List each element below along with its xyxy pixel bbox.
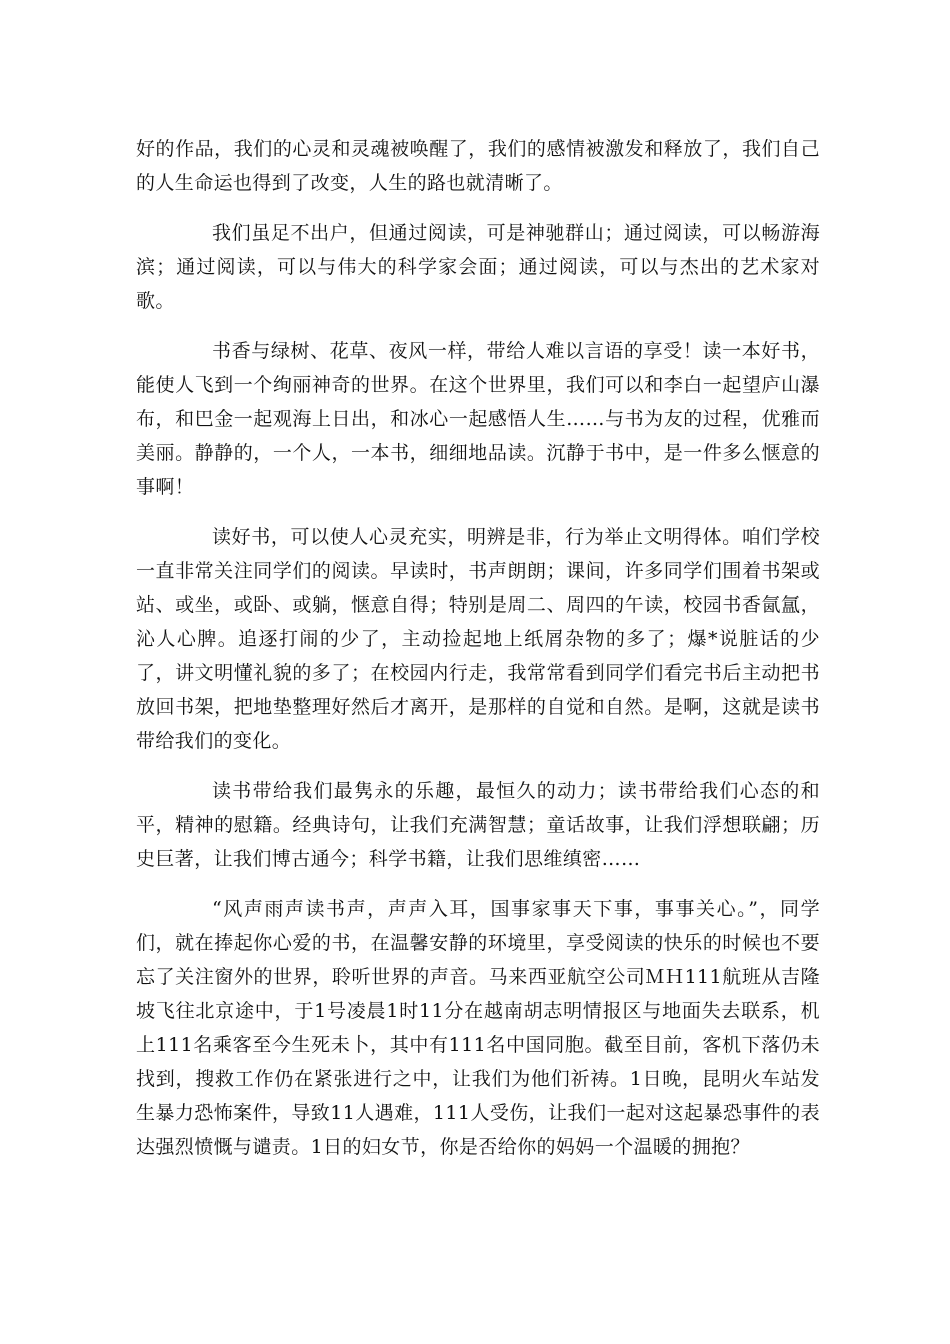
paragraph-school-reading: 读好书，可以使人心灵充实，明辨是非，行为举止文明得体。咱们学校一直非常关注同学们的阅读。早读时，书声朗朗；课间，许多同学们围着书架或站、或坐，或卧、或躺，惬意自得；特别是周二、周四的午读，校园书香氤氲，沁人心脾。追逐打闹的少了，主动捡起地上纸屑杂物的多了；爆*说脏话的少了，讲文明懂礼貌的多了；在校园内行走，我常常看到同学们看完书后主动把书放回书架，把地垫整理好然后才离开，是那样的自觉和自然。是啊，这就是读书带给我们的变化。	[136, 526, 820, 752]
paragraph-book-fragrance: 书香与绿树、花草、夜风一样，带给人难以言语的享受！读一本好书，能使人飞到一个绚丽神奇的世界。在这个世界里，我们可以和李白一起望庐山瀑布，和巴金一起观海上日出，和冰心一起感悟人生……与书为友的过程，优雅而美丽。静静的，一个人，一本书，细细地品读。沉静于书中，是一件多么惬意的事啊！	[136, 340, 820, 498]
paragraph-reading-travel: 我们虽足不出户，但通过阅读，可是神驰群山；通过阅读，可以畅游海滨；通过阅读，可以与伟大的科学家会面；通过阅读，可以与杰出的艺术家对歌。	[136, 222, 820, 312]
paragraph-reading-joy: 读书带给我们最隽永的乐趣，最恒久的动力；读书带给我们心态的和平，精神的慰籍。经典诗句，让我们充满智慧；童话故事，让我们浮想联翩；历史巨著，让我们博古通今；科学书籍，让我们思维缜密……	[136, 780, 820, 870]
document-body	[136, 132, 820, 1164]
paragraph-continuation: 好的作品，我们的心灵和灵魂被唤醒了，我们的感情被激发和释放了，我们自己的人生命运也得到了改变，人生的路也就清晰了。	[136, 138, 820, 194]
paragraph-world-news: “风声雨声读书声，声声入耳，国事家事天下事，事事关心。”，同学们，就在捧起你心爱的书，在温馨安静的环境里，享受阅读的快乐的时候也不要忘了关注窗外的世界，聆听世界的声音。马来西亚航空公司ＭＨ111航班从吉隆坡飞往北京途中，于1号凌晨1时11分在越南胡志明情报区与地面失去联系，机上111名乘客至今生死未卜，其中有111名中国同胞。截至目前，客机下落仍未找到，搜救工作仍在紧张进行之中，让我们为他们祈祷。1日晚，昆明火车站发生暴力恐怖案件，导致11人遇难，111人受伤，让我们一起对这起暴恐事件的表达强烈愤慨与谴责。1日的妇女节，你是否给你的妈妈一个温暖的拥抱？	[136, 898, 820, 1158]
